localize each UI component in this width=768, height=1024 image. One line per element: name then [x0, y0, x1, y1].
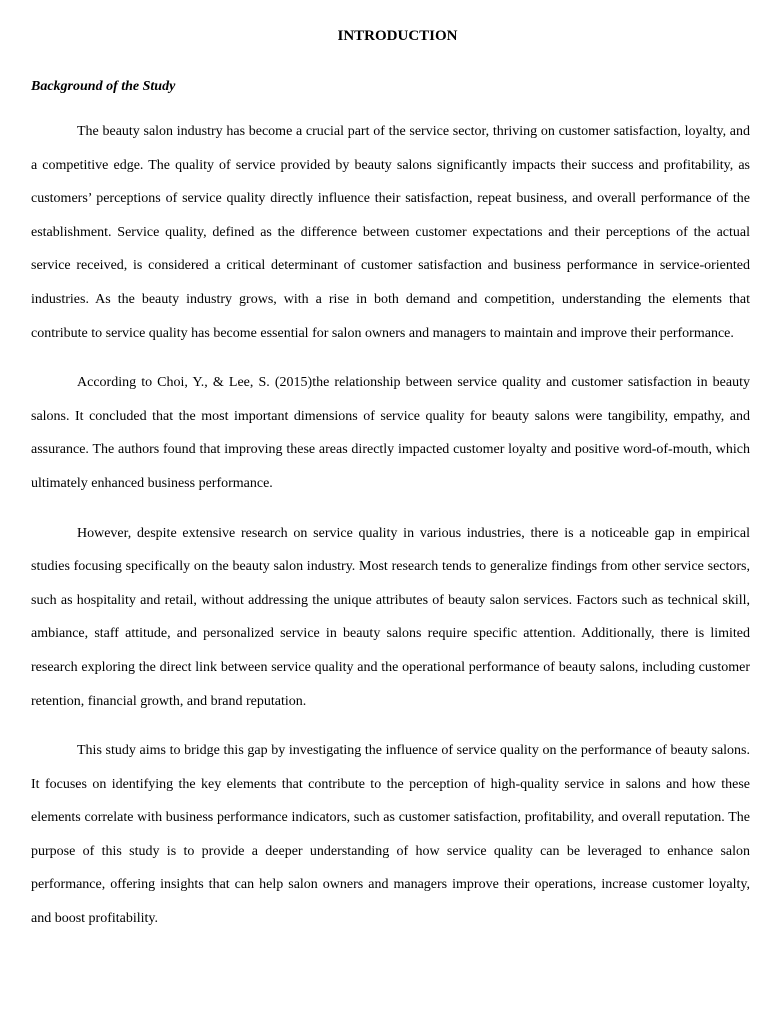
paragraph-3: However, despite extensive research on service quality in various industries, there is a noticeable gap in empirical studies focusing specifically on the beauty salon industry. Most research tends to generalize findings from other service sectors, such as hospitality and retail, without addressing the unique attributes of beauty salon services. Factors such as technical skill, ambiance, staff attitude, and personalized service in beauty salons require specific attention. Additionally, there is limited research exploring the direct link between service quality and the operational performance of beauty salons, including customer retention, financial growth, and brand reputation. — [31, 525, 750, 709]
paragraph-1: The beauty salon industry has become a crucial part of the service sector, thriving on customer satisfaction, loyalty, and a competitive edge. The quality of service provided by beauty salons significantly impacts their success and profitability, as customers’ perceptions of service quality directly influence their satisfaction, repeat business, and overall performance of the establishment. Service quality, defined as the difference between customer expectations and their perceptions of the actual service received, is considered a critical determinant of customer satisfaction and business performance in service-oriented industries. As the beauty industry grows, with a rise in both demand and competition, understanding the elements that contribute to service quality has become essential for salon owners and managers to maintain and improve their performance. — [31, 124, 750, 341]
page-title: INTRODUCTION — [337, 28, 458, 44]
section-heading: Background of the Study — [31, 79, 176, 94]
paragraph-2: According to Choi, Y., & Lee, S. (2015)the relationship between service quality and customer satisfaction in beauty salons. It concluded that the most important dimensions of service quality for beauty salons were tangibility, empathy, and assurance. The authors found that improving these areas directly impacted customer loyalty and positive word-of-mouth, which ultimately enhanced business performance. — [31, 375, 750, 491]
paragraph-4: This study aims to bridge this gap by investigating the influence of service quality on the performance of beauty salons. It focuses on identifying the key elements that contribute to the perception of high-quality service in salons and how these elements correlate with business performance indicators, such as customer satisfaction, profitability, and overall reputation. The purpose of this study is to provide a deeper understanding of how service quality can be leveraged to enhance salon performance, offering insights that can help salon owners and managers improve their operations, increase customer loyalty, and boost profitability. — [31, 743, 750, 927]
